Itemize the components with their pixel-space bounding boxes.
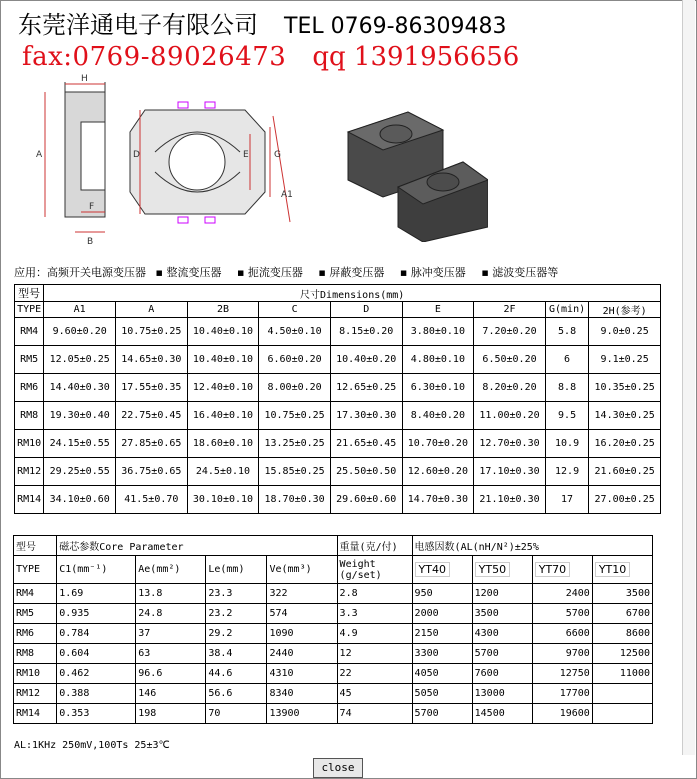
label-b: B [87, 237, 94, 247]
wt-cell: 3.3 [337, 604, 412, 624]
dimension-cell: 17 [545, 486, 588, 514]
qq-number: qq 1391956656 [312, 42, 520, 72]
type-cell: RM10 [15, 430, 44, 458]
column-header: 2B [187, 302, 259, 318]
dimension-cell: 24.15±0.55 [44, 430, 116, 458]
ve-cell: 2440 [267, 644, 337, 664]
wt-cell: 2.8 [337, 584, 412, 604]
label-a1: A1 [281, 190, 293, 200]
model-header: 型号 [15, 285, 44, 302]
dimension-cell: 8.40±0.20 [402, 402, 474, 430]
dimension-cell: 10.35±0.25 [589, 374, 661, 402]
ve-cell: 4310 [267, 664, 337, 684]
wt-cell: 45 [337, 684, 412, 704]
dimension-cell: 18.60±0.10 [187, 430, 259, 458]
g3-cell: 2400 [532, 584, 592, 604]
phone-number: TEL 0769-86309483 [284, 14, 507, 39]
dimension-cell: 11.00±0.20 [474, 402, 546, 430]
table-row [15, 458, 661, 486]
dimension-cell: 6 [545, 346, 588, 374]
ae-cell: 37 [136, 624, 206, 644]
type-header: TYPE [14, 556, 57, 584]
dimension-cell: 14.65±0.30 [116, 346, 188, 374]
table-row [15, 318, 661, 346]
c1-cell: 1.69 [57, 584, 136, 604]
le-cell: 70 [206, 704, 267, 724]
table-header-row [14, 556, 653, 584]
dimension-cell: 14.40±0.30 [44, 374, 116, 402]
g2-cell: 7600 [472, 664, 532, 684]
label-a: A [36, 150, 43, 160]
ve-cell: 13900 [267, 704, 337, 724]
dimension-cell: 8.20±0.20 [474, 374, 546, 402]
company-name: 东莞洋通电子有限公司 [18, 11, 258, 39]
g4-cell: 6700 [592, 604, 652, 624]
applications-line [14, 264, 570, 280]
c1-cell: 0.388 [57, 684, 136, 704]
dimension-cell: 12.70±0.30 [474, 430, 546, 458]
table-row [14, 604, 653, 624]
column-header: A [116, 302, 188, 318]
dimension-cell: 5.8 [545, 318, 588, 346]
dimension-cell: 6.30±0.10 [402, 374, 474, 402]
dimensions-group-header: 尺寸Dimensions(mm) [44, 285, 661, 302]
wt-cell: 74 [337, 704, 412, 724]
applications-prefix: 应用：高频开关电源变压器 [14, 266, 146, 279]
dimension-cell: 10.40±0.20 [330, 346, 402, 374]
dimension-cell: 12.40±0.10 [187, 374, 259, 402]
dimension-cell: 10.70±0.20 [402, 430, 474, 458]
type-header: TYPE [15, 302, 44, 318]
type-cell: RM4 [15, 318, 44, 346]
dimension-cell: 21.10±0.30 [474, 486, 546, 514]
type-cell: RM4 [14, 584, 57, 604]
table-row [14, 664, 653, 684]
le-cell: 56.6 [206, 684, 267, 704]
model-header: 型号 [14, 536, 57, 556]
column-header: G(min) [545, 302, 588, 318]
dimension-cell: 12.9 [545, 458, 588, 486]
dimension-cell: 16.20±0.25 [589, 430, 661, 458]
dimension-cell: 8.00±0.20 [259, 374, 331, 402]
dimension-cell: 4.80±0.10 [402, 346, 474, 374]
table-row [14, 704, 653, 724]
g4-cell: 12500 [592, 644, 652, 664]
core-param-header: 磁芯参数Core Parameter [57, 536, 337, 556]
type-cell: RM12 [15, 458, 44, 486]
column-header: C [259, 302, 331, 318]
dimension-cell: 10.40±0.10 [187, 346, 259, 374]
dimension-cell: 27.00±0.25 [589, 486, 661, 514]
type-cell: RM14 [15, 486, 44, 514]
c1-cell: 0.462 [57, 664, 136, 684]
dimension-cell: 21.60±0.25 [589, 458, 661, 486]
g3-cell: 17700 [532, 684, 592, 704]
dimension-cell: 9.5 [545, 402, 588, 430]
g2-cell: 13000 [472, 684, 532, 704]
label-g: G [274, 150, 281, 160]
type-cell: RM8 [14, 644, 57, 664]
ae-cell: 24.8 [136, 604, 206, 624]
ae-cell: 146 [136, 684, 206, 704]
type-cell: RM5 [15, 346, 44, 374]
dimension-cell: 8.8 [545, 374, 588, 402]
g1-cell: 4050 [412, 664, 472, 684]
table-row [14, 624, 653, 644]
ve-cell: 574 [267, 604, 337, 624]
label-h: H [81, 74, 88, 84]
core-parameter-table [13, 535, 653, 724]
ae-cell: 63 [136, 644, 206, 664]
dimensions-table [14, 284, 661, 514]
g1-cell: 5700 [412, 704, 472, 724]
column-header: 2F [474, 302, 546, 318]
dimension-cell: 30.10±0.10 [187, 486, 259, 514]
dimension-cell: 27.85±0.65 [116, 430, 188, 458]
g4-cell: 11000 [592, 664, 652, 684]
le-cell: 23.2 [206, 604, 267, 624]
g3-cell: 19600 [532, 704, 592, 724]
ve-cell: 8340 [267, 684, 337, 704]
type-cell: RM14 [14, 704, 57, 724]
dimension-cell: 41.5±0.70 [116, 486, 188, 514]
g3-cell: 9700 [532, 644, 592, 664]
close-button[interactable]: close [313, 758, 363, 778]
table-row [15, 346, 661, 374]
dimension-cell: 8.15±0.20 [330, 318, 402, 346]
column-header: D [330, 302, 402, 318]
application-item: ▪ 滤波变压器等 [481, 266, 559, 279]
wt-cell: 12 [337, 644, 412, 664]
ve-cell: 1090 [267, 624, 337, 644]
grade-header: YT70 [532, 556, 592, 584]
type-cell: RM6 [14, 624, 57, 644]
type-cell: RM10 [14, 664, 57, 684]
type-cell: RM6 [15, 374, 44, 402]
table-row [14, 584, 653, 604]
c1-cell: 0.935 [57, 604, 136, 624]
table-row [15, 430, 661, 458]
le-cell: 38.4 [206, 644, 267, 664]
label-f: F [89, 202, 95, 212]
table-header-row [14, 536, 653, 556]
dimension-cell: 24.5±0.10 [187, 458, 259, 486]
dimension-cell: 13.25±0.25 [259, 430, 331, 458]
dimension-cell: 12.60±0.20 [402, 458, 474, 486]
wt-cell: 4.9 [337, 624, 412, 644]
dimension-cell: 14.30±0.25 [589, 402, 661, 430]
c1-cell: 0.604 [57, 644, 136, 664]
core-photo [328, 92, 488, 242]
wt-cell: 22 [337, 664, 412, 684]
dimension-cell: 6.60±0.20 [259, 346, 331, 374]
application-item: ▪ 脉冲变压器 [399, 266, 466, 279]
dimension-cell: 34.10±0.60 [44, 486, 116, 514]
column-header: Ae(mm²) [136, 556, 206, 584]
g1-cell: 2000 [412, 604, 472, 624]
dimension-cell: 9.60±0.20 [44, 318, 116, 346]
table-row [14, 644, 653, 664]
g2-cell: 5700 [472, 644, 532, 664]
g1-cell: 950 [412, 584, 472, 604]
application-item: ▪ 整流变压器 [155, 266, 222, 279]
dimension-cell: 29.60±0.60 [330, 486, 402, 514]
table-row [15, 402, 661, 430]
inductance-header: 电感因数(AL(nH/N²)±25% [412, 536, 652, 556]
dimension-cell: 25.50±0.50 [330, 458, 402, 486]
dimension-cell: 4.50±0.10 [259, 318, 331, 346]
g1-cell: 3300 [412, 644, 472, 664]
application-item: ▪ 屏蔽变压器 [318, 266, 385, 279]
dimension-cell: 3.80±0.10 [402, 318, 474, 346]
scrollbar[interactable] [682, 0, 695, 755]
dimension-cell: 19.30±0.40 [44, 402, 116, 430]
type-cell: RM12 [14, 684, 57, 704]
dimension-cell: 10.75±0.25 [259, 402, 331, 430]
column-header: A1 [44, 302, 116, 318]
dimension-cell: 15.85±0.25 [259, 458, 331, 486]
g2-cell: 14500 [472, 704, 532, 724]
dimension-cell: 9.0±0.25 [589, 318, 661, 346]
table-header-row [15, 302, 661, 318]
le-cell: 44.6 [206, 664, 267, 684]
dimension-cell: 18.70±0.30 [259, 486, 331, 514]
dimension-cell: 14.70±0.30 [402, 486, 474, 514]
company-header [18, 5, 507, 40]
g3-cell: 6600 [532, 624, 592, 644]
dimension-cell: 17.55±0.35 [116, 374, 188, 402]
ae-cell: 13.8 [136, 584, 206, 604]
g2-cell: 4300 [472, 624, 532, 644]
contact-line [22, 42, 519, 72]
dimension-cell: 36.75±0.65 [116, 458, 188, 486]
dimension-cell: 21.65±0.45 [330, 430, 402, 458]
column-header: 2H(参考) [589, 302, 661, 318]
le-cell: 23.3 [206, 584, 267, 604]
dimension-cell: 22.75±0.45 [116, 402, 188, 430]
weight-sub-header: Weight (g/set) [337, 556, 412, 584]
g4-cell: 8600 [592, 624, 652, 644]
grade-header: YT40 [412, 556, 472, 584]
column-header: C1(mm⁻¹) [57, 556, 136, 584]
dimension-cell: 10.75±0.25 [116, 318, 188, 346]
dimension-cell: 29.25±0.55 [44, 458, 116, 486]
dimension-cell: 10.40±0.10 [187, 318, 259, 346]
grade-header: YT10 [592, 556, 652, 584]
ve-cell: 322 [267, 584, 337, 604]
table-row [14, 684, 653, 704]
table-row [15, 486, 661, 514]
c1-cell: 0.784 [57, 624, 136, 644]
label-e: E [243, 150, 249, 160]
g4-cell [592, 684, 652, 704]
g3-cell: 12750 [532, 664, 592, 684]
dimension-cell: 7.20±0.20 [474, 318, 546, 346]
type-cell: RM8 [15, 402, 44, 430]
column-header: E [402, 302, 474, 318]
weight-header: 重量(克/付) [337, 536, 412, 556]
grade-header: YT50 [472, 556, 532, 584]
dimension-cell: 12.05±0.25 [44, 346, 116, 374]
dimension-cell: 17.30±0.30 [330, 402, 402, 430]
g1-cell: 5050 [412, 684, 472, 704]
le-cell: 29.2 [206, 624, 267, 644]
dimension-cell: 10.9 [545, 430, 588, 458]
core-dimension-drawing [35, 72, 315, 257]
table-row [15, 374, 661, 402]
g3-cell: 5700 [532, 604, 592, 624]
test-condition-note: AL:1KHz 250mV,100Ts 25±3℃ [14, 740, 170, 751]
dimension-cell: 16.40±0.10 [187, 402, 259, 430]
g4-cell [592, 704, 652, 724]
g1-cell: 2150 [412, 624, 472, 644]
column-header: Ve(mm³) [267, 556, 337, 584]
table-header-row [15, 285, 661, 302]
label-d: D [133, 150, 140, 160]
g2-cell: 3500 [472, 604, 532, 624]
application-item: ▪ 扼流变压器 [236, 266, 303, 279]
dimension-cell: 6.50±0.20 [474, 346, 546, 374]
dimension-cell: 9.1±0.25 [589, 346, 661, 374]
c1-cell: 0.353 [57, 704, 136, 724]
type-cell: RM5 [14, 604, 57, 624]
dimension-cell: 12.65±0.25 [330, 374, 402, 402]
ae-cell: 96.6 [136, 664, 206, 684]
column-header: Le(mm) [206, 556, 267, 584]
ae-cell: 198 [136, 704, 206, 724]
g2-cell: 1200 [472, 584, 532, 604]
fax-number: fax:0769-89026473 [22, 42, 287, 72]
dimension-cell: 17.10±0.30 [474, 458, 546, 486]
g4-cell: 3500 [592, 584, 652, 604]
